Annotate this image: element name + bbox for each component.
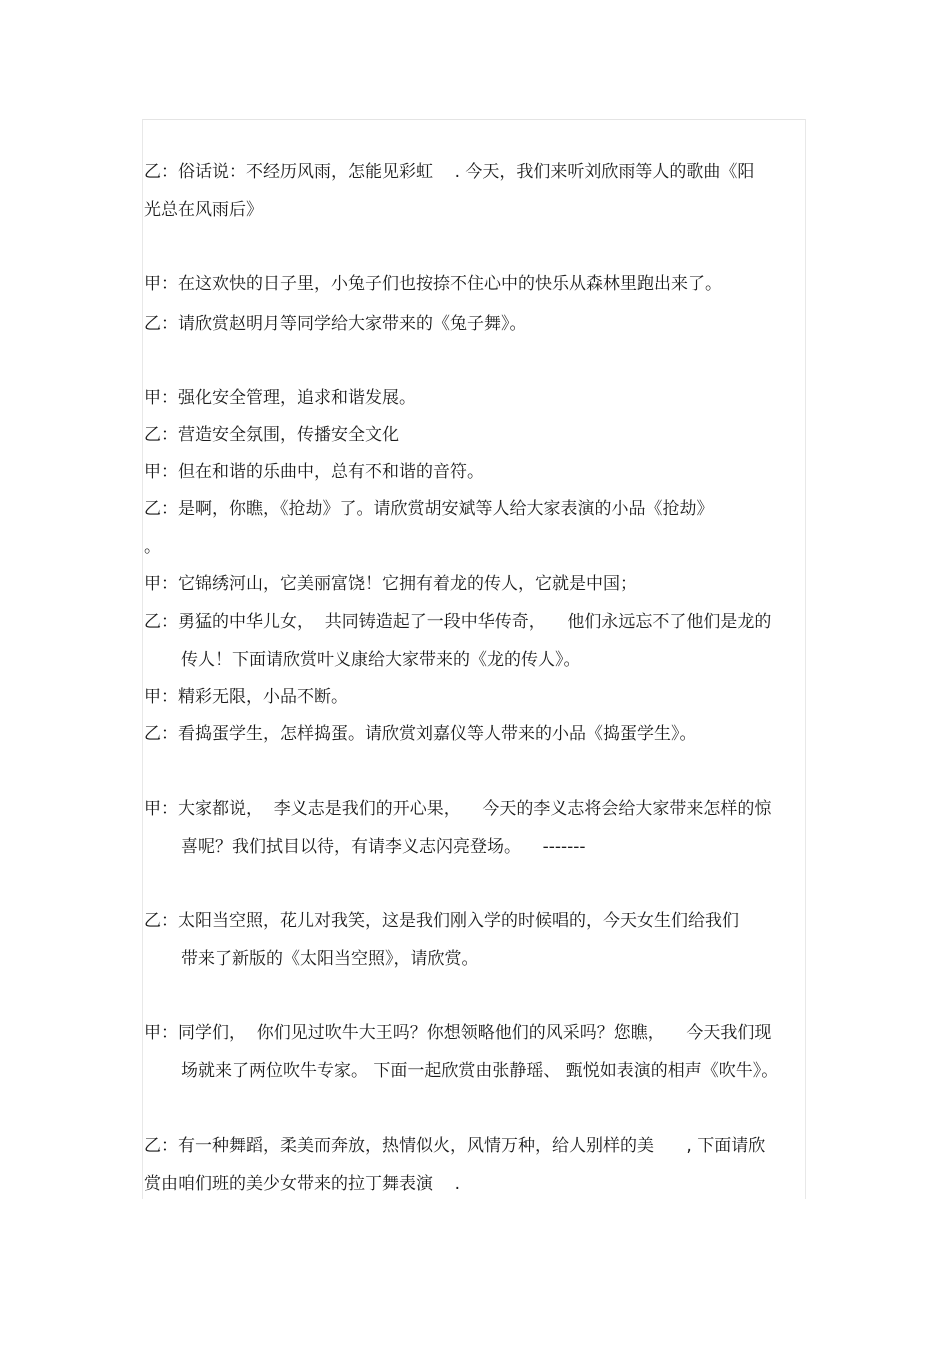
- text-line: 光总在风雨后》: [144, 200, 263, 220]
- text-line: 乙：看捣蛋学生，怎样捣蛋。请欣赏刘嘉仪等人带来的小品《捣蛋学生》。: [144, 724, 697, 744]
- text-line: 。: [144, 537, 161, 557]
- text-line: 乙：有一种舞蹈，柔美而奔放，热情似火，风情万种，给人别样的美 , 下面请欣: [144, 1136, 766, 1156]
- text-line: 甲：大家都说， 李义志是我们的开心果， 今天的李义志将会给大家带来怎样的惊: [144, 799, 772, 819]
- text-line: 乙：太阳当空照，花儿对我笑，这是我们刚入学的时候唱的，今天女生们给我们: [144, 911, 739, 931]
- text-line: 乙：营造安全氛围，传播安全文化: [144, 425, 399, 445]
- text-line: 甲：在这欢快的日子里，小兔子们也按捺不住心中的快乐从森林里跑出来了。: [144, 274, 722, 294]
- text-line: 甲：强化安全管理，追求和谐发展。: [144, 388, 416, 408]
- text-line: 传人！下面请欣赏叶义康给大家带来的《龙的传人》。: [181, 650, 581, 670]
- text-line: 乙：是啊，你瞧，《抢劫》了。请欣赏胡安斌等人给大家表演的小品《抢劫》: [144, 499, 714, 519]
- text-line: 乙：请欣赏赵明月等同学给大家带来的《兔子舞》。: [144, 314, 527, 334]
- text-line: 喜呢？我们拭目以待，有请李义志闪亮登场。 -------: [181, 837, 586, 857]
- text-line: 甲：但在和谐的乐曲中，总有不和谐的音符。: [144, 462, 484, 482]
- text-line: 甲：同学们， 你们见过吹牛大王吗？你想领略他们的风采吗？您瞧， 今天我们现: [144, 1023, 772, 1043]
- text-line: 乙：俗话说：不经历风雨，怎能见彩虹 . 今天，我们来听刘欣雨等人的歌曲《阳: [144, 162, 755, 182]
- text-line: 甲：精彩无限，小品不断。: [144, 687, 348, 707]
- text-line: 场就来了两位吹牛专家。 下面一起欣赏由张静瑶、 甄悦如表演的相声《吹牛》。: [181, 1061, 779, 1081]
- text-line: 带来了新版的《太阳当空照》，请欣赏。: [181, 949, 479, 969]
- text-line: 赏由咱们班的美少女带来的拉丁舞表演 .: [144, 1174, 461, 1194]
- text-line: 甲：它锦绣河山，它美丽富饶！它拥有着龙的传人，它就是中国；: [144, 574, 637, 594]
- text-line: 乙：勇猛的中华儿女， 共同铸造起了一段中华传奇， 他们永远忘不了他们是龙的: [144, 612, 772, 632]
